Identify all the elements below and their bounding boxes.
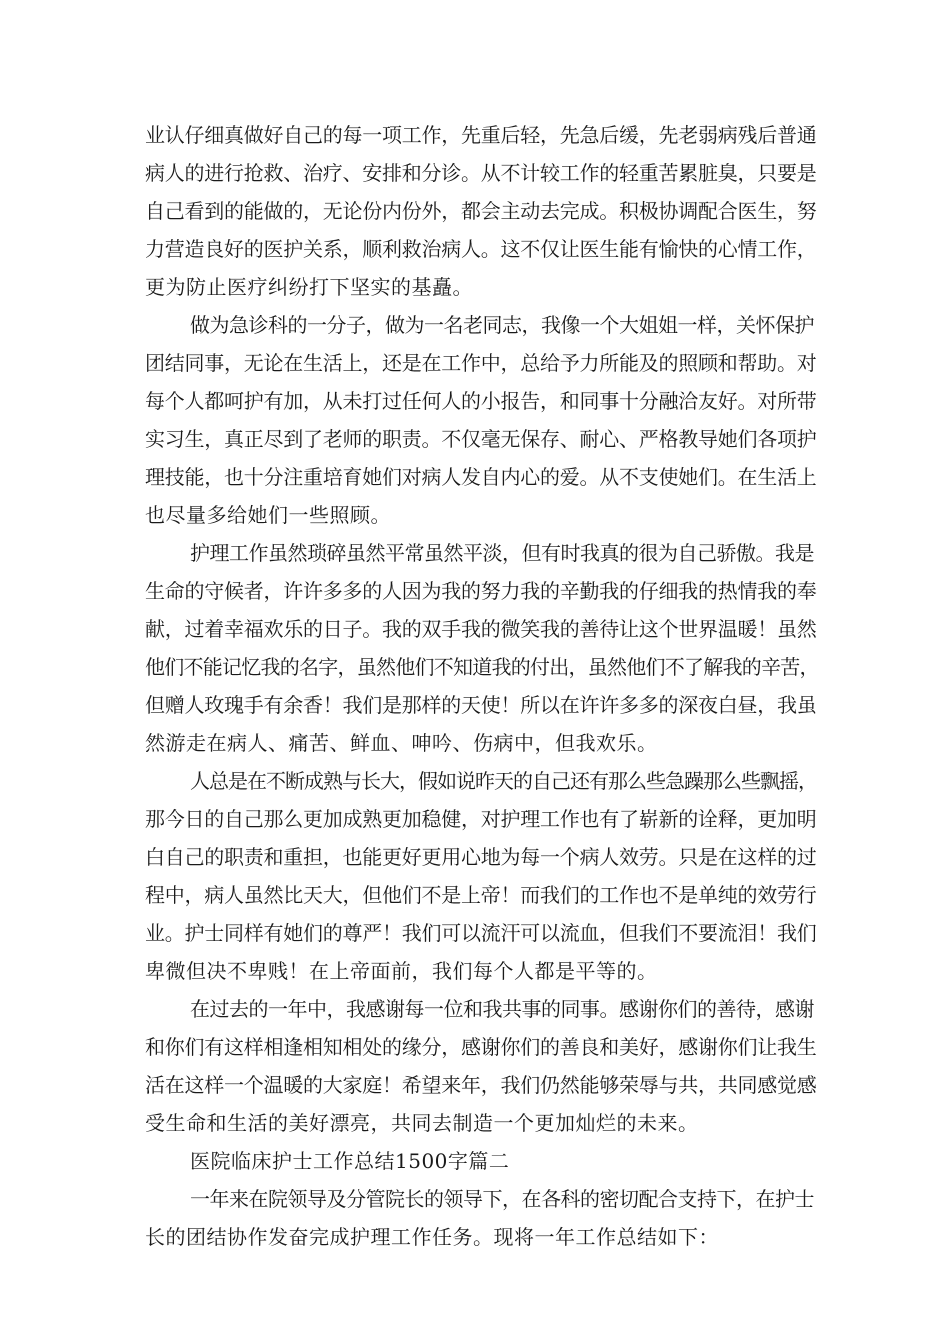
paragraph-start-line: 人总是在不断成熟与长大，假如说昨天的自己还有那么些急躁那么些飘摇， <box>190 769 817 793</box>
text-line: 但赠人玫瑰手有余香！我们是那样的天使！所以在许许多多的深夜白昼，我虽 <box>145 693 817 717</box>
text-line: 活在这样一个温暖的大家庭！希望来年，我们仍然能够荣辱与共，共同感觉感 <box>145 1073 817 1097</box>
text-line: 献，过着幸福欢乐的日子。我的双手我的微笑我的善待让这个世界温暖！虽然 <box>145 617 817 641</box>
text-line: 然游走在病人、痛苦、鲜血、呻吟、伤病中，但我欢乐。 <box>145 731 658 755</box>
paragraph-start-line: 一年来在院领导及分管院长的领导下，在各科的密切配合支持下，在护士 <box>190 1187 814 1211</box>
text-line: 那今日的自己那么更加成熟更加稳健，对护理工作也有了崭新的诠释，更加明 <box>145 807 817 831</box>
paragraph-start-line: 护理工作虽然琐碎虽然平常虽然平淡，但有时我真的很为自己骄傲。我是 <box>190 541 814 565</box>
text-line: 受生命和生活的美好漂亮，共同去制造一个更加灿烂的未来。 <box>145 1111 699 1135</box>
paragraph-start-line: 在过去的一年中，我感谢每一位和我共事的同事。感谢你们的善待，感谢 <box>190 997 814 1021</box>
text-line: 病人的进行抢救、治疗、安排和分诊。从不计较工作的轻重苦累脏臭，只要是 <box>145 161 817 185</box>
text-line: 也尽量多给她们一些照顾。 <box>145 503 391 527</box>
text-line: 和你们有这样相逢相知相处的缘分，感谢你们的善良和美好，感谢你们让我生 <box>145 1035 817 1059</box>
text-line: 更为防止医疗纠纷打下坚实的基矗。 <box>145 275 473 299</box>
text-line: 业。护士同样有她们的尊严！我们可以流汗可以流血，但我们不要流泪！我们 <box>145 921 817 945</box>
text-line: 业认仔细真做好自己的每一项工作，先重后轻，先急后缓，先老弱病残后普通 <box>145 123 817 147</box>
text-line: 程中，病人虽然比天大，但他们不是上帝！而我们的工作也不是单纯的效劳行 <box>145 883 817 907</box>
text-line: 理技能，也十分注重培育她们对病人发自内心的爱。从不支使她们。在生活上 <box>145 465 817 489</box>
text-line: 他们不能记忆我的名字，虽然他们不知道我的付出，虽然他们不了解我的辛苦， <box>145 655 819 679</box>
text-line: 每个人都呵护有加，从未打过任何人的小报告，和同事十分融洽友好。对所带 <box>145 389 817 413</box>
section-heading: 医院临床护士工作总结1500字篇二 <box>190 1149 510 1173</box>
text-line: 自己看到的能做的，无论份内份外，都会主动去完成。积极协调配合医生，努 <box>145 199 817 223</box>
text-line: 卑微但决不卑贱！在上帝面前，我们每个人都是平等的。 <box>145 959 658 983</box>
text-line: 生命的守候者，许许多多的人因为我的努力我的辛勤我的仔细我的热情我的奉 <box>145 579 817 603</box>
text-line: 白自己的职责和重担，也能更好更用心地为每一个病人效劳。只是在这样的过 <box>145 845 817 869</box>
text-line: 力营造良好的医护关系，顺利救治病人。这不仅让医生能有愉快的心情工作， <box>145 237 817 261</box>
text-line: 实习生，真正尽到了老师的职责。不仅毫无保存、耐心、严格教导她们各项护 <box>145 427 817 451</box>
text-line: 团结同事，无论在生活上，还是在工作中，总给予力所能及的照顾和帮助。对 <box>145 351 817 375</box>
text-line: 长的团结协作发奋完成护理工作任务。现将一年工作总结如下： <box>145 1225 719 1249</box>
paragraph-start-line: 做为急诊科的一分子，做为一名老同志，我像一个大姐姐一样，关怀保护 <box>190 313 814 337</box>
